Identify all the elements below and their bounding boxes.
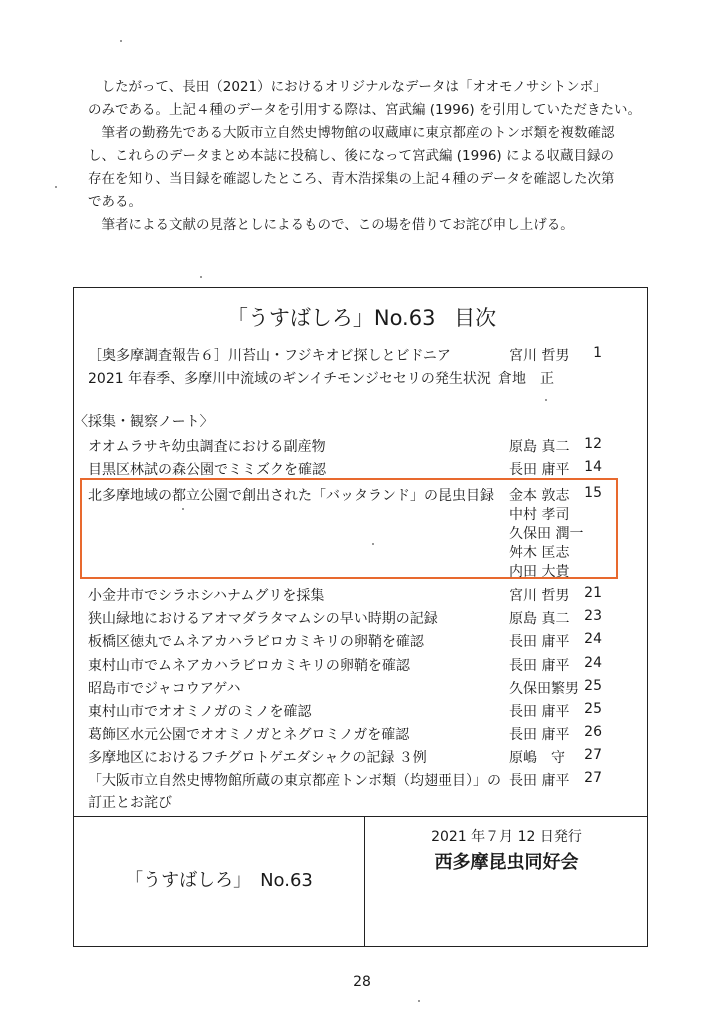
toc-entry-author: 長田 庸平 <box>509 773 570 789</box>
intro-paragraph <box>88 76 648 237</box>
toc-entry-page: 24 <box>584 631 602 647</box>
toc-entry-author: 宮川 哲男 <box>509 348 570 364</box>
toc-entry-page: 1 <box>593 345 602 361</box>
intro-line: し、これらのデータまとめ本誌に投稿し、後になって宮武編 (1996) による収蔵目録の <box>88 148 614 164</box>
toc-entry-page: 12 <box>584 436 602 452</box>
toc-entry-title: 小金井市でシラホシハナムグリを採集 <box>88 588 325 604</box>
toc-entry-title: オオムラサキ幼虫調査における副産物 <box>88 439 326 455</box>
toc-entry-title: 狭山緑地におけるアオマダラタマムシの早い時期の記録 <box>88 611 438 627</box>
toc-entry-title: 葛飾区水元公園でオオミノガとネグロミノガを確認 <box>88 727 410 743</box>
toc-entry-author: 舛木 匡志 <box>509 545 570 561</box>
toc-entry-author: 原島 真二 <box>509 439 570 455</box>
toc-entry-page: 24 <box>584 655 602 671</box>
toc-entry-title: 板橋区徳丸でムネアカハラビロカミキリの卵鞘を確認 <box>88 634 424 650</box>
intro-line: 筆者の勤務先である大阪市立自然史博物館の収蔵庫に東京都産のトンボ類を複数確認 <box>88 125 615 141</box>
intro-line: したがって、長田（2021）におけるオリジナルなデータは「オオモノサシトンボ」 <box>88 79 607 95</box>
page-number: 28 <box>353 974 371 990</box>
intro-line: のみである。上記４種のデータを引用する際は、宮武編 (1996) を引用していただきたい。 <box>88 102 641 118</box>
toc-entry-author: 内田 大貴 <box>509 564 570 580</box>
section-label: 〈採集・観察ノート〉 <box>74 414 214 430</box>
toc-entry-page: 25 <box>584 701 602 717</box>
toc-entry-page: 27 <box>584 770 602 786</box>
scan-speck <box>545 399 547 401</box>
toc-entry-page: 23 <box>584 608 602 624</box>
intro-line: 筆者による文献の見落としによるもので、この場を借りてお詫び申し上げる。 <box>88 217 574 233</box>
toc-entry-author: 久保田繁男 <box>509 681 579 697</box>
toc-entry-author: 長田 庸平 <box>509 634 570 650</box>
toc-journal-title: 「うすばしろ」No.63 <box>226 306 436 330</box>
toc-entry-page: 21 <box>584 585 602 601</box>
toc-entry-title: 2021 年春季、多摩川中流域のギンイチモンジセセリの発生状況 <box>88 371 491 387</box>
scan-speck <box>182 508 184 510</box>
toc-entry-title: ［奥多摩調査報告６］川苔山・フジキオビ探しとビドニア <box>88 348 451 364</box>
toc-entry-title-continued: 訂正とお詫び <box>88 795 172 811</box>
footer-publisher: 西多摩昆虫同好会 <box>434 852 579 873</box>
intro-line: 存在を知り、当目録を確認したところ、青木浩採集の上記４種のデータを確認した次第 <box>88 171 615 187</box>
toc-entry-page: 27 <box>584 747 602 763</box>
footer-box <box>73 816 648 947</box>
scan-speck <box>372 543 374 545</box>
footer-journal: 「うすばしろ」 No.63 <box>125 870 313 891</box>
toc-entry-author: 倉地 正 <box>498 371 554 387</box>
toc-entry-author: 長田 庸平 <box>509 704 570 720</box>
toc-entry-title: 東村山市でオオミノガのミノを確認 <box>88 704 312 720</box>
toc-entry-title: 昭島市でジャコウアゲハ <box>88 681 241 697</box>
toc-entry-title: 目黒区林試の森公園でミミズクを確認 <box>88 462 326 478</box>
scan-speck <box>120 40 122 42</box>
toc-entry-author: 長田 庸平 <box>509 462 570 478</box>
toc-entry-author: 久保田 潤一 <box>509 526 584 542</box>
toc-entry-author: 宮川 哲男 <box>509 588 570 604</box>
toc-entry-page: 26 <box>584 724 602 740</box>
toc-entry-title: 「大阪市立自然史博物館所蔵の東京都産トンボ類（均翅亜目）」の <box>88 773 501 789</box>
scan-speck <box>55 186 57 188</box>
scan-speck <box>200 276 202 278</box>
toc-entry-author: 金本 敦志 <box>509 488 570 504</box>
toc-entry-author: 長田 庸平 <box>509 727 570 743</box>
toc-entry-page: 15 <box>584 485 602 501</box>
toc-entry-title: 東村山市でムネアカハラビロカミキリの卵鞘を確認 <box>88 658 410 674</box>
toc-entry-author: 中村 孝司 <box>509 507 570 523</box>
scan-speck <box>418 1000 420 1002</box>
toc-entry-title: 多摩地区におけるフチグロトゲエダシャクの記録 ３例 <box>88 750 427 766</box>
footer-date: 2021 年７月 12 日発行 <box>431 829 582 845</box>
toc-entry-author: 原島 真二 <box>509 611 570 627</box>
toc-entry-author: 原嶋 守 <box>509 750 565 766</box>
toc-label: 目次 <box>454 306 497 330</box>
intro-line: である。 <box>88 194 142 210</box>
toc-entry-page: 25 <box>584 678 602 694</box>
toc-entry-page: 14 <box>584 459 602 475</box>
toc-entry-title: 北多摩地域の都立公園で創出された「バッタランド」の昆虫目録 <box>88 488 494 504</box>
toc-entry-author: 長田 庸平 <box>509 658 570 674</box>
toc-title <box>74 302 649 332</box>
